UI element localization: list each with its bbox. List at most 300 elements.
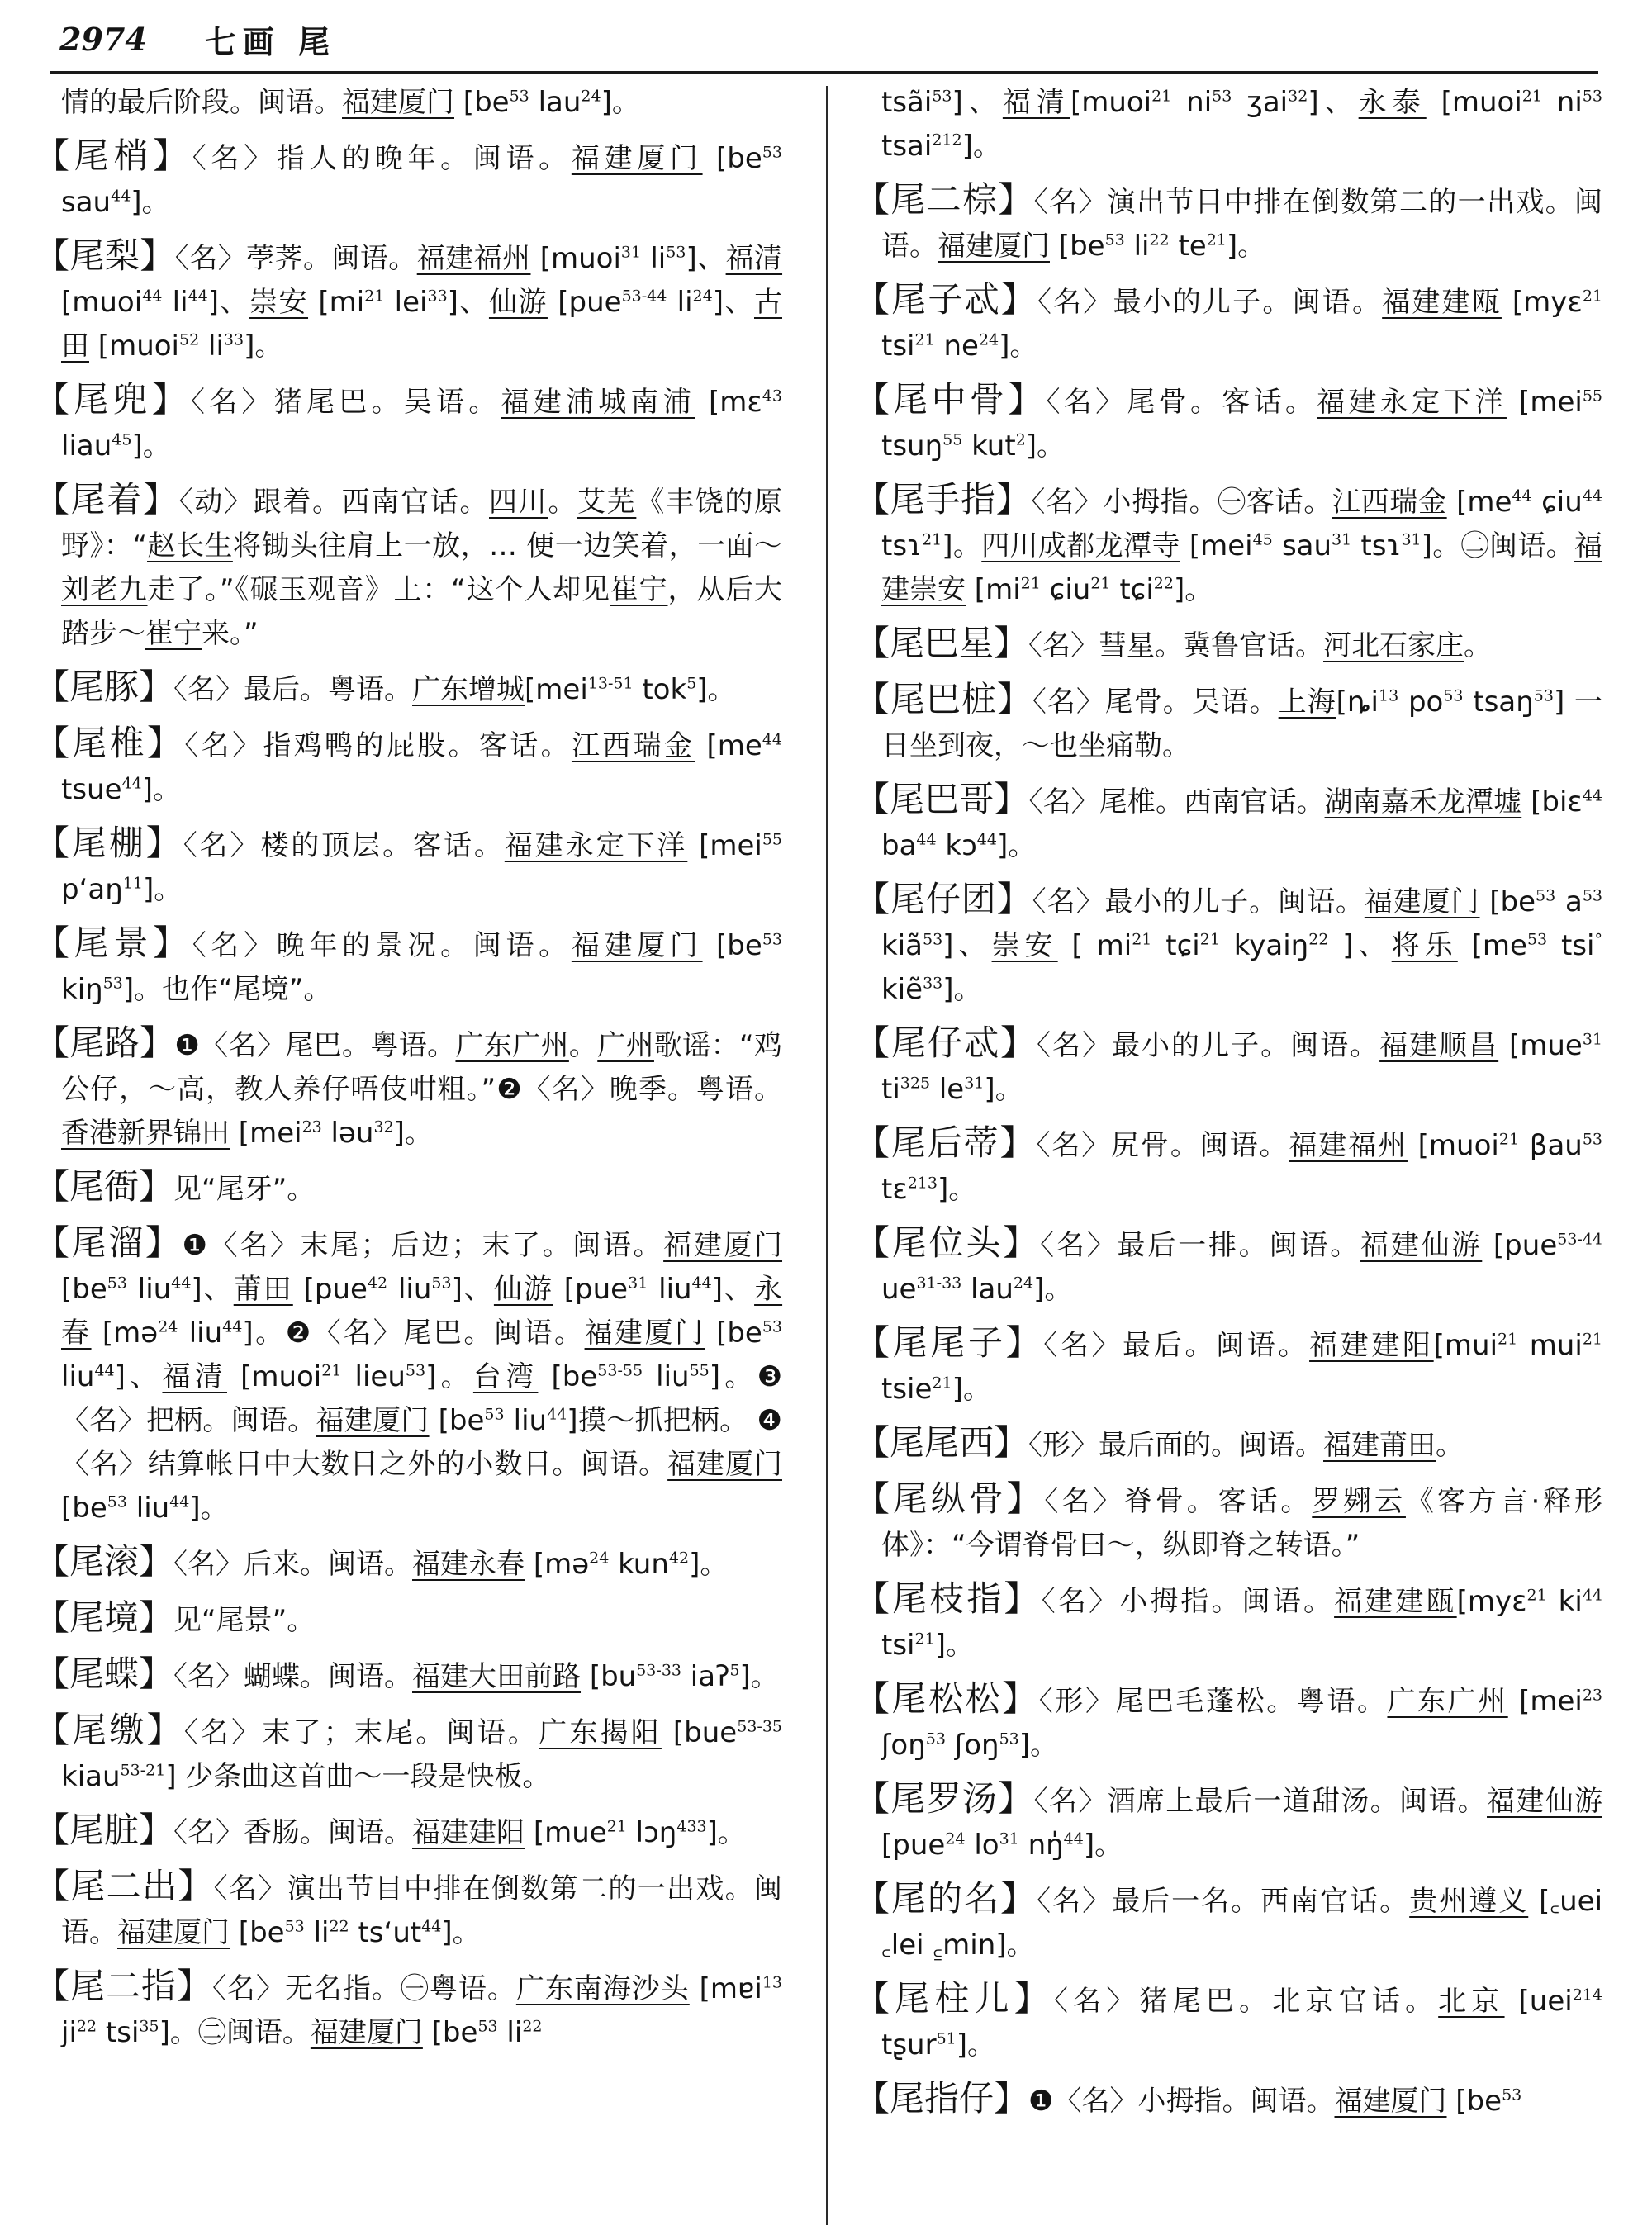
entry-text: ]。	[244, 330, 283, 363]
place-name: 广州	[597, 1029, 654, 1062]
entry-text: ]。	[942, 973, 982, 1006]
tone-number: 51	[936, 2029, 957, 2048]
entry-text: ❶〈名〉末尾；后边；末了。闽语。	[182, 1229, 664, 1262]
entry-text: ]、	[114, 1360, 163, 1393]
entry-text: tsi	[97, 2016, 140, 2049]
tone-number: 53	[1582, 886, 1602, 905]
entry-text: [muoi	[227, 1360, 322, 1393]
tone-number: 42	[668, 1549, 690, 1568]
tone-number: 24	[1013, 1274, 1034, 1293]
entry-text: kɔ	[936, 829, 977, 862]
entry-text: [be	[454, 86, 510, 119]
entry-text: 〈名〉荸荠。闽语。	[174, 242, 417, 275]
tone-number: 42	[367, 1274, 388, 1293]
tone-number: 22	[76, 2017, 97, 2036]
place-name: 刘老九	[61, 573, 148, 606]
entry-text: [myɛ	[1501, 286, 1583, 319]
entry-text: liu	[643, 1360, 690, 1393]
place-name: 福建仙游	[1487, 1785, 1602, 1818]
dictionary-entry	[855, 477, 1602, 612]
entry-text: 〈名〉演出节目中排在倒数第二的一出戏。闽语。	[881, 186, 1602, 263]
entry-text: 情的最后阶段。闽语。	[61, 86, 342, 119]
tone-number: 53	[922, 930, 943, 949]
dictionary-entry	[855, 2076, 1602, 2123]
place-name: 永泰	[1358, 86, 1427, 119]
entry-text: [muoi	[1407, 1129, 1499, 1162]
entry-headword: 【尾路】	[35, 1022, 175, 1063]
entry-text: 〈名〉最小的儿子。闽语。	[1032, 885, 1365, 918]
entry-text: [be	[538, 1360, 598, 1393]
entry-text: ]摸～抓把柄。 ❹〈名〉结算帐目中大数目之外的小数目。闽语。	[61, 1404, 783, 1481]
entry-text: lieu	[341, 1360, 406, 1393]
place-name: 古田	[61, 286, 782, 363]
entry-text: 走了。”《碾玉观音》上：“这个人却见	[147, 573, 610, 606]
entry-text: 歌谣：“鸡公仔，～高，教人养仔唔伎咁粗。”❷〈名〉晚季。粤语。	[61, 1029, 782, 1106]
tone-number: 21	[932, 1374, 952, 1393]
entry-text: ʃoŋ	[945, 1729, 999, 1762]
entry-text: sau	[61, 186, 112, 219]
entry-text: liu	[178, 1317, 223, 1350]
place-name: 崇安	[991, 929, 1058, 962]
entry-text: 〈名〉楼的顶层。客话。	[183, 829, 505, 862]
tone-number: 21	[1206, 230, 1227, 249]
entry-text: ]。	[131, 186, 170, 219]
entry-headword: 【尾柱儿】	[855, 1978, 1054, 2019]
entry-text: ]。	[696, 673, 736, 706]
entry-text: tɛ	[881, 1173, 908, 1206]
entry-text: ]。	[999, 330, 1038, 363]
entry-text: [bu	[581, 1660, 637, 1693]
tone-number: 52	[179, 330, 200, 349]
dictionary-entry	[855, 621, 1602, 668]
entry-text: li	[667, 286, 693, 319]
entry-text: ]、	[686, 242, 726, 275]
place-name: 贵州遵义	[1409, 1885, 1529, 1918]
dictionary-entry	[35, 1708, 782, 1799]
entry-text: tʂur	[881, 2028, 937, 2062]
tone-number: 31	[620, 243, 642, 262]
dictionary-entry	[855, 278, 1602, 368]
tone-number: 53	[1526, 930, 1548, 949]
place-name: 永春	[61, 1273, 783, 1350]
entry-text: 〈名〉尾骨。吴语。	[1032, 686, 1279, 719]
dictionary-entry	[855, 1777, 1602, 1867]
entry-text: tɕi	[1110, 573, 1154, 606]
entry-headword: 【尾巴哥】	[855, 779, 1029, 819]
tone-number: 21	[914, 1630, 935, 1649]
entry-text: [mui	[1433, 1329, 1498, 1362]
tone-number: 44	[421, 1917, 442, 1936]
tone-number: 31	[1332, 530, 1352, 549]
place-name: 台湾	[472, 1360, 539, 1393]
dictionary-entry	[855, 1021, 1602, 1112]
entry-text: ] 一日坐到夜，～也坐痛勒。	[881, 686, 1602, 762]
entry-text: [me	[695, 729, 762, 762]
entry-text: [mɐi	[689, 1972, 762, 2005]
entry-text: lau	[529, 86, 582, 119]
place-name: 河北石家庄	[1323, 629, 1464, 662]
entry-text: [ȵi	[1336, 686, 1379, 719]
tone-number: 24	[158, 1317, 178, 1336]
tone-number: 53	[1582, 1130, 1603, 1149]
entry-text: kun	[609, 1548, 669, 1581]
entry-text: tsie	[881, 1373, 933, 1406]
tone-number: 213	[907, 1174, 938, 1193]
dictionary-entry	[35, 921, 782, 1012]
place-name: 赵长生	[147, 529, 233, 562]
entry-headword: 【尾罗汤】	[855, 1778, 1034, 1819]
place-name: 广东揭阳	[539, 1716, 662, 1749]
place-name: 仙游	[493, 1273, 553, 1306]
place-name: 福建建阳	[1309, 1329, 1434, 1362]
entry-text: 〈名〉最后。闽语。	[1043, 1329, 1310, 1362]
entry-text: 〈名〉最后一排。闽语。	[1040, 1229, 1361, 1262]
entry-text: 《丰饶的原野》：“	[61, 486, 783, 562]
entry-text: ]。❷〈名〉尾巴。闽语。	[242, 1317, 585, 1350]
entry-text: ]、	[447, 286, 489, 319]
place-name: 福建厦门	[1334, 2085, 1447, 2118]
entry-text: 〈名〉最后一名。西南官话。	[1037, 1885, 1410, 1918]
entry-text: 〈名〉后来。闽语。	[173, 1548, 413, 1581]
place-name: 福建厦门	[342, 86, 454, 119]
tone-number: 53	[431, 1274, 452, 1293]
dictionary-entry	[855, 1577, 1602, 1668]
entry-text: ]、	[952, 86, 1003, 119]
entry-text: [ mi	[1057, 929, 1132, 962]
entry-text: ni	[1171, 86, 1213, 119]
entry-text: 〈名〉尾骨。客话。	[1046, 386, 1317, 419]
entry-text: kiau	[61, 1760, 121, 1793]
place-name: 福建永定下洋	[1317, 386, 1507, 419]
tone-number: 53-44	[621, 287, 667, 306]
entry-text: a	[1555, 885, 1583, 918]
tone-number: 53	[762, 143, 782, 162]
tone-number: 24	[692, 287, 713, 306]
tone-number: 53	[762, 1317, 783, 1336]
tone-number: 44	[916, 830, 937, 849]
entry-text: ]。	[142, 873, 183, 906]
entry-text: 〈形〉最后面的。闽语。	[1028, 1429, 1324, 1462]
entry-text: li	[199, 330, 224, 363]
entry-text: 。	[568, 1029, 598, 1062]
tone-number: 325	[900, 1074, 931, 1093]
entry-text: [mi	[308, 286, 365, 319]
dictionary-entry	[855, 1221, 1602, 1312]
entry-text: ɕiu	[1531, 486, 1583, 519]
column-divider	[826, 86, 828, 2225]
entry-text: ]。	[996, 829, 1037, 862]
place-name: 崔宁	[145, 617, 202, 650]
entry-text: 。	[1436, 1429, 1464, 1462]
entry-headword: 【尾后蒂】	[855, 1122, 1037, 1163]
entry-text: ba	[881, 829, 917, 862]
tone-number: 53	[107, 1492, 127, 1511]
dictionary-entry	[35, 665, 782, 712]
entry-headword: 【尾蝶】	[35, 1654, 174, 1694]
dictionary-entry	[855, 1877, 1602, 1967]
tone-number: 53	[1443, 686, 1464, 705]
tone-number: 53	[666, 243, 686, 262]
tone-number: 44	[142, 287, 163, 306]
tone-number: 21	[1582, 1330, 1602, 1349]
entry-text: ]。	[956, 2028, 996, 2062]
tone-number: 53-35	[737, 1717, 783, 1736]
entry-text: ləu	[321, 1117, 374, 1150]
entry-text: ]。	[131, 429, 171, 463]
entry-text: li	[497, 2016, 523, 2049]
entry-headword: 【尾滚】	[35, 1541, 174, 1582]
tone-number: 33	[923, 974, 943, 993]
entry-headword: 【尾子忒】	[855, 279, 1037, 320]
place-name: 福建厦门	[117, 1916, 230, 1949]
entry-headword: 【尾衙】	[35, 1166, 174, 1207]
tone-number: 31	[1582, 1030, 1602, 1049]
entry-text: ]、	[191, 1273, 234, 1306]
entry-text: iaʔ	[681, 1660, 730, 1693]
entry-text: [be	[1479, 885, 1536, 918]
tone-number: 22	[522, 2017, 543, 2036]
entry-text: [be	[61, 1273, 107, 1306]
entry-text: [be	[702, 929, 762, 962]
tone-number: 21	[606, 1817, 627, 1836]
place-name: 福建厦门	[663, 1229, 783, 1262]
entry-text: [be	[1050, 230, 1105, 263]
entry-text: li	[641, 242, 667, 275]
tone-number: 53	[477, 2017, 498, 2036]
entry-headword: 【尾的名】	[855, 1878, 1037, 1919]
entry-text: ʃoŋ	[881, 1729, 926, 1762]
dictionary-entry	[35, 1221, 782, 1530]
place-name: 福建厦门	[667, 1448, 782, 1481]
dictionary-entry	[855, 1677, 1602, 1767]
entry-text: [mə	[91, 1317, 159, 1350]
dictionary-entry	[35, 821, 782, 912]
tone-number: 44	[222, 1317, 243, 1336]
place-name: 莆田	[233, 1273, 293, 1306]
dictionary-entry	[35, 1964, 782, 2055]
place-name: 福清	[162, 1360, 227, 1393]
entry-headword: 【尾溜】	[35, 1222, 183, 1263]
dictionary-entry	[35, 1652, 782, 1699]
tone-number: 53	[999, 1729, 1019, 1748]
entry-text: ，从后大踏步～	[61, 573, 783, 650]
entry-text: ]。	[1018, 1729, 1059, 1762]
entry-text: [me	[1446, 486, 1512, 519]
entry-text: ]、	[711, 1273, 755, 1306]
place-name: 福建大田前路	[412, 1660, 582, 1693]
tone-number: 22	[1308, 930, 1329, 949]
entry-headword: 【尾梢】	[35, 135, 192, 176]
entry-text: tɕi	[1151, 929, 1200, 962]
entry-text: tsãi	[881, 86, 933, 119]
entry-text: 〈名〉小拇指。㊀客话。	[1031, 486, 1332, 519]
header-rule	[50, 71, 1598, 74]
entry-text: kyaiŋ	[1219, 929, 1309, 962]
entry-text: 〈名〉猪尾巴。北京官话。	[1053, 1985, 1439, 2018]
entry-text: ts‘ut	[349, 1916, 422, 1949]
tone-number: 5	[729, 1661, 740, 1680]
tone-number: 45	[112, 430, 132, 449]
tone-number: 24	[589, 1549, 610, 1568]
tone-number: 433	[676, 1817, 707, 1836]
entry-text: ]、	[207, 286, 250, 319]
entry-text: [mue	[525, 1816, 607, 1849]
tone-number: 21	[1521, 87, 1542, 106]
tone-number: 21	[1132, 930, 1152, 949]
entry-text: [be	[705, 1317, 762, 1350]
place-name: 广东增城	[412, 673, 525, 706]
entry-text: [mɛ	[695, 386, 762, 419]
entry-headword: 【尾兜】	[35, 379, 191, 420]
entry-text: lei	[384, 286, 428, 319]
place-name: 福建建瓯	[1334, 1585, 1457, 1618]
place-name: 香港新界锦田	[61, 1117, 230, 1150]
entry-headword: 【尾中骨】	[855, 379, 1047, 420]
entry-text: [uei	[1504, 1985, 1573, 2018]
tone-number: 43	[762, 387, 782, 406]
tone-number: 53	[1212, 87, 1232, 106]
entry-text: [mei	[687, 829, 762, 862]
place-name: 福建浦城南浦	[501, 386, 695, 419]
dictionary-entry	[35, 721, 782, 812]
entry-text: [mei	[1507, 1685, 1583, 1718]
place-name: 四川成都龙潭寺	[981, 529, 1180, 562]
entry-text: 〈名〉小拇指。闽语。	[1041, 1585, 1335, 1618]
place-name: 广东南海沙头	[515, 1972, 690, 2005]
entry-text: 〈名〉晚年的景况。闽语。	[192, 929, 572, 962]
entry-text: ]。	[1083, 1829, 1123, 1862]
entry-text: 〈名〉尻骨。闽语。	[1036, 1129, 1289, 1162]
entry-text: tsi	[881, 330, 915, 363]
entry-text: ]。	[393, 1117, 433, 1150]
tone-number: 24	[945, 1829, 966, 1848]
tone-number: 53	[1502, 2085, 1522, 2104]
entry-headword: 【尾仔忒】	[855, 1022, 1037, 1063]
entry-headword: 【尾尾西】	[855, 1422, 1029, 1463]
entry-text: [pue	[1482, 1229, 1558, 1262]
entry-text: ji	[61, 2016, 77, 2049]
entry-headword: 【尾二棕】	[855, 179, 1034, 220]
entry-headword: 【尾枝指】	[855, 1578, 1042, 1619]
place-name: 北京	[1438, 1985, 1505, 2018]
tone-number: 53	[1533, 686, 1554, 705]
dictionary-entry	[35, 1864, 782, 1955]
entry-text: liu	[126, 1492, 170, 1525]
entry-headword: 【尾豚】	[35, 667, 174, 707]
entry-text: liu	[504, 1404, 548, 1437]
dictionary-entry	[35, 1540, 782, 1587]
entry-text: 〈名〉尾椎。西南官话。	[1028, 785, 1325, 818]
place-name: 福建福州	[416, 242, 531, 275]
entry-text: lo	[965, 1829, 999, 1862]
tone-number: 21	[364, 287, 385, 306]
tone-number: 53-55	[597, 1361, 643, 1380]
entry-text: ] 少条曲这首曲～一段是快板。	[165, 1760, 551, 1793]
entry-text: ue	[881, 1273, 917, 1306]
entry-text: 〈名〉指鸡鸭的屁股。客话。	[184, 729, 572, 762]
entry-text: le	[930, 1073, 965, 1106]
entry-headword: 【尾仔团】	[855, 879, 1032, 919]
tone-number: 44	[547, 1405, 567, 1424]
entry-text: ]。	[1173, 573, 1213, 606]
dictionary-entry	[35, 1165, 782, 1212]
entry-text: [mi	[966, 573, 1021, 606]
place-name: 福建厦门	[938, 230, 1050, 263]
entry-text: ❶〈名〉尾巴。粤语。	[174, 1029, 456, 1062]
entry-text: liu	[126, 1273, 172, 1306]
tone-number: 53	[509, 87, 529, 106]
dictionary-entry	[855, 178, 1602, 268]
entry-text: nŋ̍	[1018, 1829, 1064, 1862]
tone-number: 31-33	[916, 1274, 962, 1293]
entry-text: [mue	[1498, 1029, 1583, 1062]
entry-text: 将锄头往肩上一放，… 便一边笑着，一面～	[232, 529, 783, 562]
dictionary-entry	[35, 81, 782, 125]
dictionary-entry	[855, 1121, 1602, 1212]
entry-text: ]。	[1033, 1273, 1073, 1306]
entry-text: 。	[548, 486, 578, 519]
tone-number: 212	[932, 130, 962, 149]
entry-text: ]。	[1025, 429, 1066, 463]
tone-number: 44	[1512, 486, 1532, 505]
entry-text: ]、	[1328, 929, 1392, 962]
place-name: 将乐	[1391, 929, 1458, 962]
entry-text: tsɿ	[1351, 529, 1402, 562]
tone-number: 55	[762, 830, 783, 849]
tone-number: 22	[329, 1917, 349, 1936]
entry-text: ]。	[739, 1660, 779, 1693]
tone-number: 53	[1104, 230, 1125, 249]
tone-number: 24	[978, 330, 999, 349]
entry-text: ne	[934, 330, 979, 363]
entry-text: po	[1398, 686, 1444, 719]
place-name: 湖南嘉禾龙潭墟	[1324, 785, 1522, 818]
entry-text: ]。	[706, 1816, 746, 1849]
tone-number: 32	[1288, 87, 1308, 106]
tone-number: 53	[405, 1361, 426, 1380]
entry-text: ]。也作“尾境”。	[122, 973, 332, 1006]
entry-text: ]。	[984, 1073, 1023, 1106]
entry-text: tsai	[881, 130, 933, 163]
tone-number: 21	[1498, 1330, 1518, 1349]
dictionary-entry	[855, 877, 1602, 1012]
tone-number: 44	[1063, 1829, 1084, 1848]
tone-number: 53	[484, 1405, 505, 1424]
place-name: 罗翙云	[1312, 1485, 1406, 1518]
tone-number: 35	[139, 2017, 159, 2036]
entry-text: te	[1169, 230, 1207, 263]
tone-number: 21	[1526, 1586, 1547, 1605]
entry-text: ]。	[937, 1173, 977, 1206]
entry-text: [muoi	[89, 330, 179, 363]
dictionary-entry	[855, 81, 1602, 168]
entry-headword: 【尾位头】	[855, 1222, 1041, 1263]
entry-text: 〈名〉猪尾巴。吴语。	[191, 386, 501, 419]
tone-number: 53	[107, 1274, 127, 1293]
place-name: 福建厦门	[584, 1317, 705, 1350]
entry-text: [bue	[661, 1716, 738, 1749]
tone-number: 13-51	[587, 674, 634, 693]
tone-number: 22	[1153, 574, 1174, 593]
entry-headword: 【尾梨】	[35, 235, 175, 276]
tone-number: 44	[762, 730, 783, 749]
entry-text: ]、	[451, 1273, 494, 1306]
entry-text: liu	[648, 1273, 692, 1306]
entry-text: 来。”	[202, 617, 259, 650]
entry-text: ]。	[425, 1360, 473, 1393]
entry-text: 〈名〉无名指。㊀粤语。	[211, 1972, 516, 2005]
entry-text: ]。	[961, 130, 1001, 163]
